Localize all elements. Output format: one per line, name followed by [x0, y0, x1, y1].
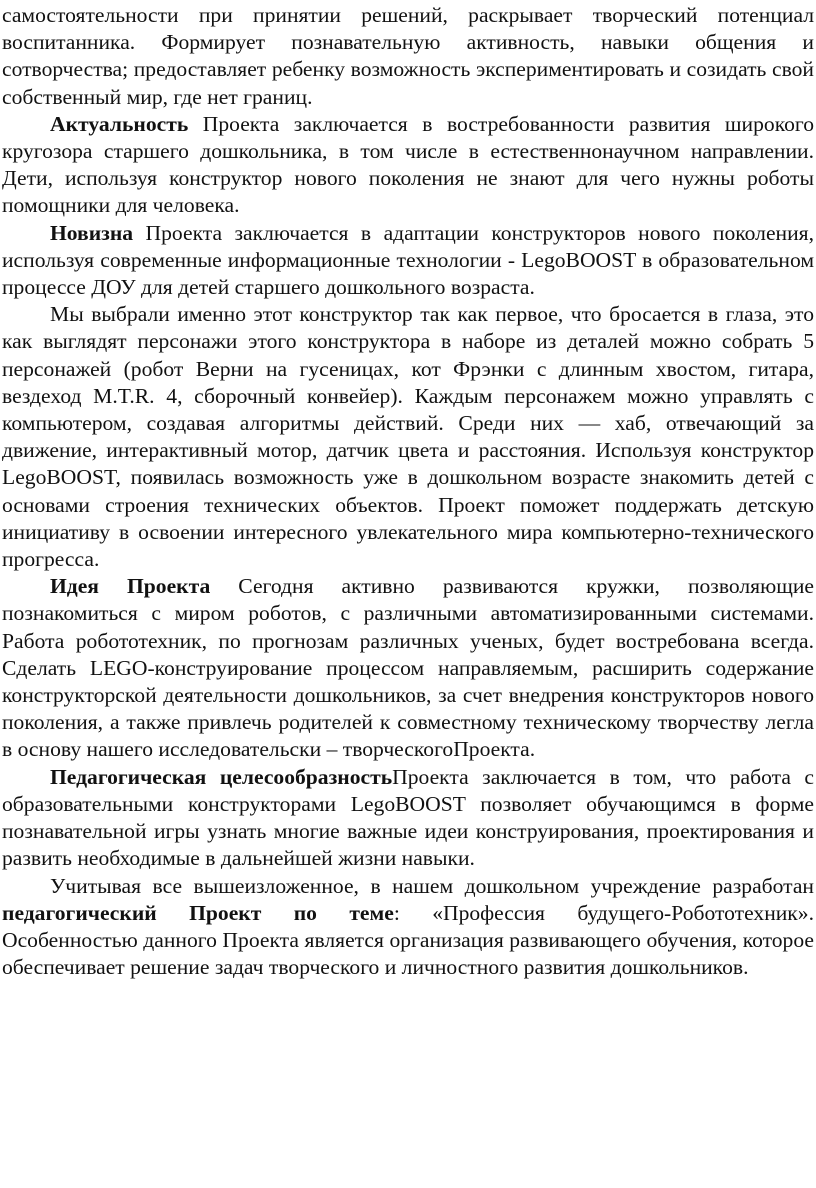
closing-text-after: : «Профессия будущего-Робототехник». Особенностью данного Проекта является организация развивающего обучения, которое обеспечивает решение задач творческого и личностного развития дошкольников. [2, 900, 814, 980]
paragraph-constructor-choice [2, 301, 814, 573]
paragraph-text: Проекта заключается в адаптации конструкторов нового поколения, используя современные информационные технологии - LegoBOOST в образовательном процессе ДОУ для детей старшего дошкольного возраста. [2, 220, 814, 300]
paragraph-pedagogical-expediency [2, 764, 814, 873]
paragraph-continuation [2, 2, 814, 111]
paragraph-text: Мы выбрали именно этот конструктор так как первое, что бросается в глаза, это как выглядят персонажи этого конструктора в наборе из деталей можно собрать 5 персонажей (робот Верни на гусеницах, кот Фрэнки с длинным хвостом, гитара, вездеход M.T.R. 4, сборочный конвейер). Каждым персонажем можно управлять с компьютером, создавая алгоритмы действий. Среди них — хаб, отвечающий за движение, интерактивный мотор, датчик цвета и расстояния. Используя конструктор LegoBOOST, появилась возможность уже в дошкольном возрасте знакомить детей с основами строения технических объектов. Проект поможет поддержать детскую инициативу в освоении интересного увлекательного мира компьютерно-технического прогресса. [2, 302, 814, 572]
paragraph-lead-heading: Идея Проекта [50, 574, 211, 599]
paragraph-closing [2, 873, 814, 982]
paragraph-lead-heading: Актуальность [50, 111, 189, 136]
paragraph-lead-heading: Новизна [50, 220, 134, 245]
paragraph-text: самостоятельности при принятии решений, раскрывает творческий потенциал воспитанника. Формирует познавательную активность, навыки общения и сотворчества; предоставляет ребенку возможность экспериментировать и созидать свой собственный мир, где нет границ. [2, 3, 814, 109]
closing-text-before: Учитывая все вышеизложенное, в нашем дошкольном учреждение разработан [50, 873, 814, 898]
paragraph-project-idea [2, 573, 814, 763]
paragraph-lead-heading: Педагогическая целесообразность [50, 764, 393, 789]
paragraph-relevance [2, 111, 814, 220]
paragraph-text: Проекта заключается в том, что работа с образовательными конструкторами LegoBOOST позволяет обучающимся в форме познавательной игры узнать многие важные идеи конструирования, проектирования и развить необходимые в дальнейшей жизни навыки. [2, 764, 814, 871]
paragraph-novelty [2, 220, 814, 302]
paragraph-text: Проекта заключается в востребованности развития широкого кругозора старшего дошкольника, в том числе в естественнонаучном направлении. Дети, используя конструктор нового поколения не знают для чего нужны роботы помощники для человека. [2, 111, 814, 218]
paragraph-text: Сегодня активно развиваются кружки, позволяющие познакомиться с миром роботов, с различными автоматизированными системами. Работа робототехник, по прогнозам различных ученых, будет востребована всегда. Сделать LEGO-конструирование процессом направляемым, расширить содержание конструкторской деятельности дошкольников, за счет внедрения конструкторов нового поколения, а также привлечь родителей к совместному техническому творчеству легла в основу нашего исследовательски – творческогоПроекта. [2, 574, 815, 762]
closing-bold-phrase: педагогический Проект по теме [2, 900, 394, 925]
